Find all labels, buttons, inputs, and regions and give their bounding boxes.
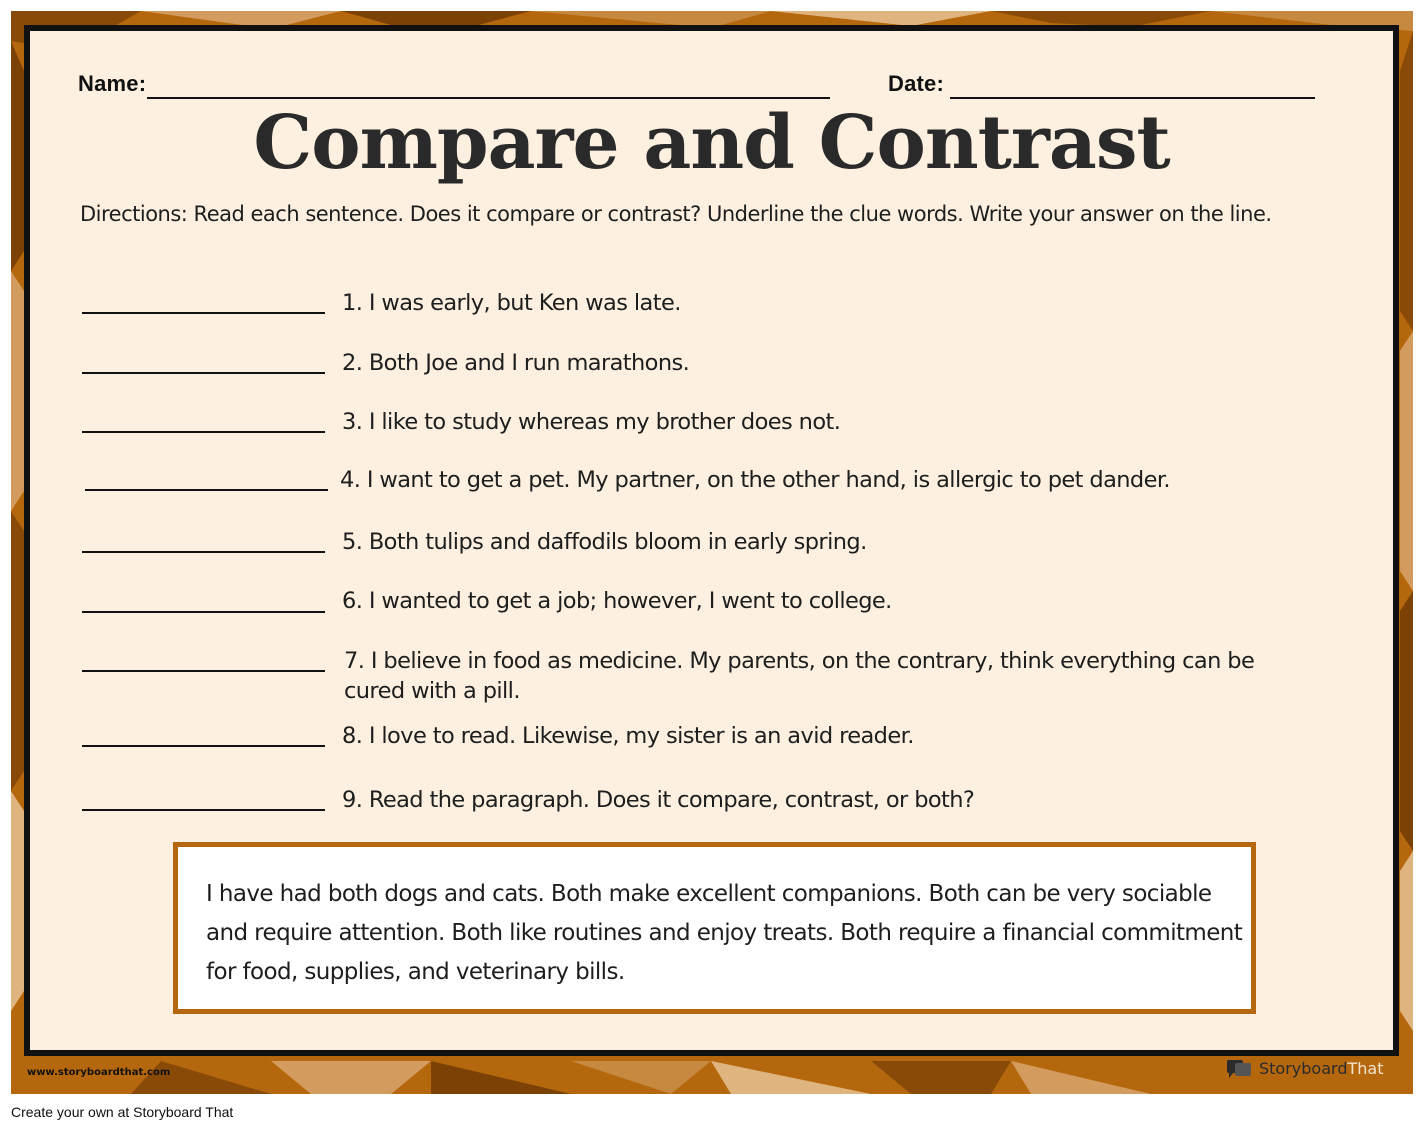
question-3: 3. I like to study whereas my brother does not. xyxy=(342,409,841,435)
answer-line-1[interactable] xyxy=(82,312,325,314)
page-title: Compare and Contrast xyxy=(253,100,1170,186)
answer-line-6[interactable] xyxy=(82,611,325,613)
question-8: 8. I love to read. Likewise, my sister is an avid reader. xyxy=(342,723,914,749)
speech-bubble-icon xyxy=(1225,1057,1255,1079)
date-field-line[interactable] xyxy=(950,97,1315,99)
question-5: 5. Both tulips and daffodils bloom in early spring. xyxy=(342,529,867,555)
storyboardthat-logo[interactable] xyxy=(1225,1055,1383,1081)
answer-line-3[interactable] xyxy=(82,431,325,433)
paragraph-box xyxy=(173,842,1256,1014)
question-6: 6. I wanted to get a job; however, I went to college. xyxy=(342,588,892,614)
question-1: 1. I was early, but Ken was late. xyxy=(342,290,681,316)
bottom-caption[interactable]: Create your own at Storyboard That xyxy=(11,1104,234,1120)
footer-url[interactable]: www.storyboardthat.com xyxy=(27,1067,171,1078)
name-label: Name: xyxy=(78,71,147,96)
directions-text: Directions: Read each sentence. Does it compare or contrast? Underline the clue words. Write your answer on the line. xyxy=(80,202,1272,226)
answer-line-2[interactable] xyxy=(82,372,325,374)
answer-line-5[interactable] xyxy=(82,551,325,553)
name-field-line[interactable] xyxy=(147,97,830,99)
question-7: 7. I believe in food as medicine. My parents, on the contrary, think everything can be cured with a pill. xyxy=(344,648,1255,704)
worksheet-sheet xyxy=(24,25,1399,1056)
date-label: Date: xyxy=(888,71,945,96)
paragraph-text: I have had both dogs and cats. Both make excellent companions. Both can be very sociable and require attention. Both like routines and enjoy treats. Both require a financial commitment for food, supplies, and veterinary bills. xyxy=(206,881,1243,985)
question-9: 9. Read the paragraph. Does it compare, contrast, or both? xyxy=(342,787,975,813)
logo-text: StoryboardThat xyxy=(1259,1058,1384,1078)
question-4: 4. I want to get a pet. My partner, on the other hand, is allergic to pet dander. xyxy=(340,467,1170,493)
answer-line-4[interactable] xyxy=(85,489,328,491)
answer-line-8[interactable] xyxy=(82,745,325,747)
question-2: 2. Both Joe and I run marathons. xyxy=(342,350,690,376)
worksheet-frame xyxy=(11,11,1413,1094)
answer-line-7[interactable] xyxy=(82,670,325,672)
answer-line-9[interactable] xyxy=(82,809,325,811)
